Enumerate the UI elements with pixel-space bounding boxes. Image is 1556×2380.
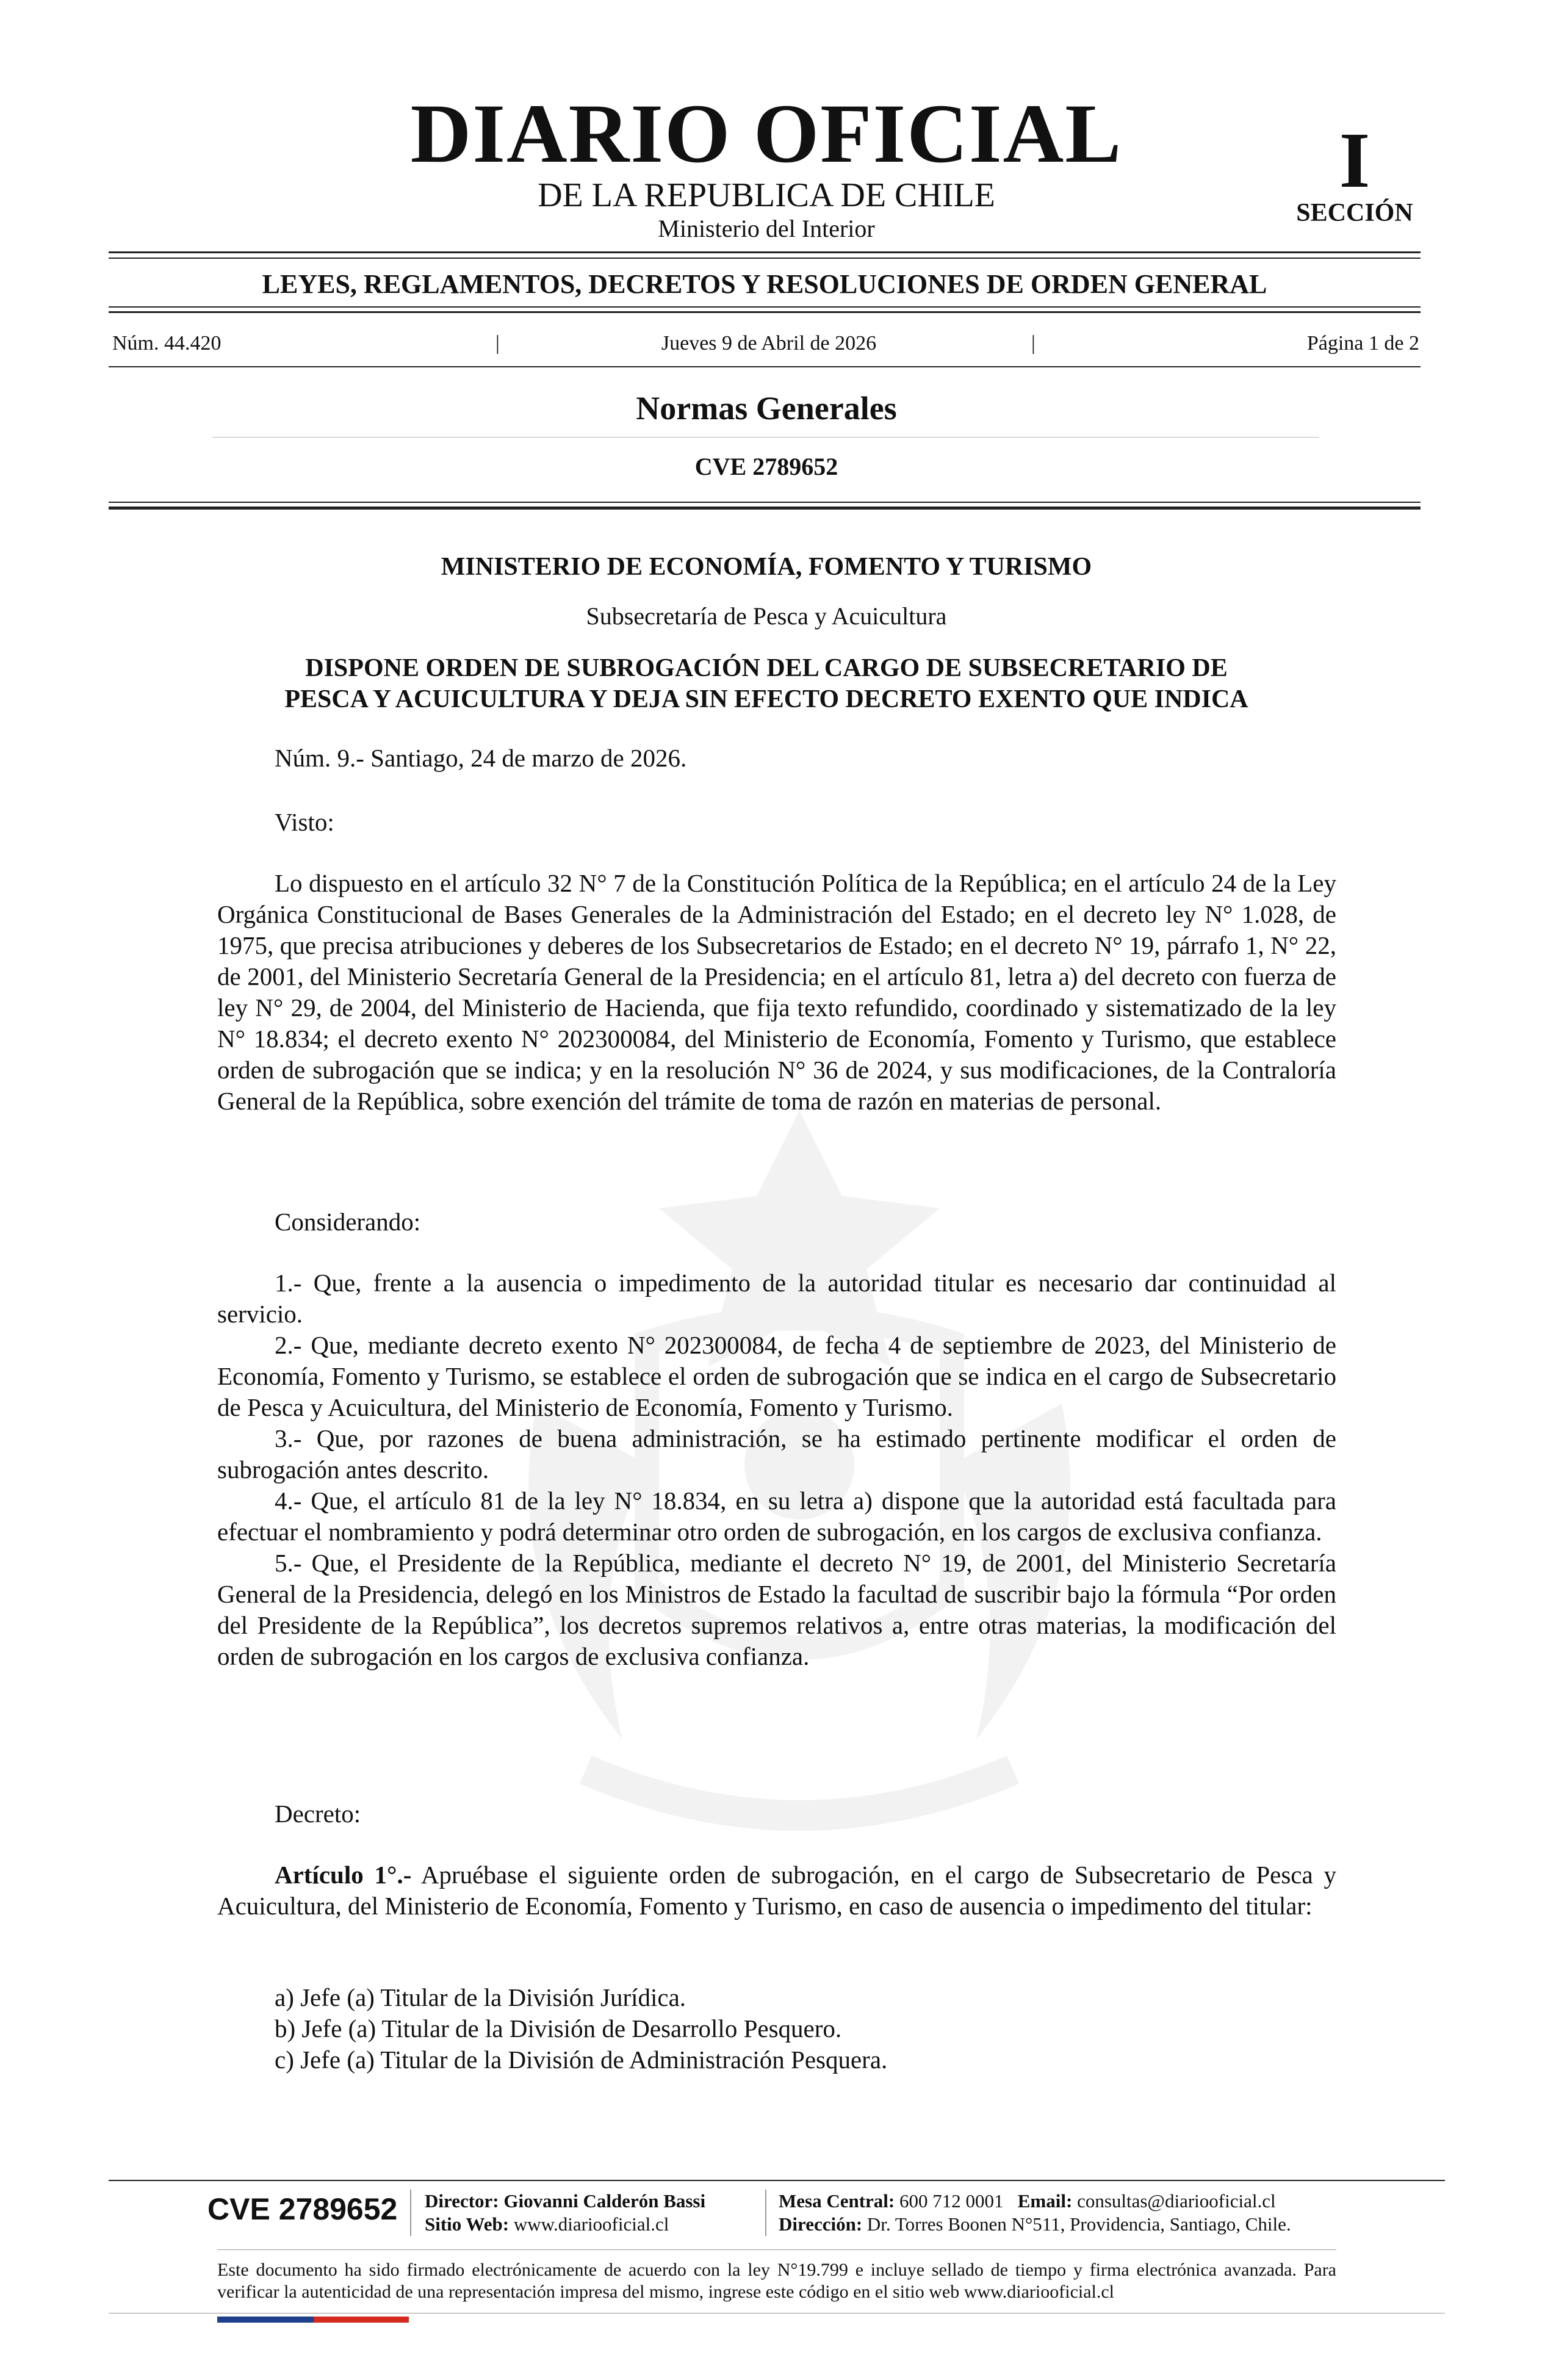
considerando-2: 2.- Que, mediante decreto exento N° 202300084, de fecha 4 de septiembre de 2023, del Ministerio de Economía, Fomento y Turismo, se establece el orden de subrogación que se indica en el cargo de Subsecretario de Pesca y Acuicultura, del Ministerio de Economía, Fomento y Turismo.: [217, 1331, 1336, 1421]
footer-separator-2: [765, 2190, 766, 2236]
article-1-text: Apruébase el siguiente orden de subrogación, en el cargo de Subsecretario de Pesca y Acuicultura, del Ministerio de Economía, Fomento y Turismo, en caso de ausencia o impedimento del titular:: [217, 1861, 1336, 1920]
footer-top-rule: [109, 2180, 1445, 2181]
decree-title-line-1: DISPONE ORDEN DE SUBROGACIÓN DEL CARGO DE SUBSECRETARIO DE: [305, 654, 1228, 682]
subsecretariat: Subsecretaría de Pesca y Acuicultura: [586, 602, 947, 630]
website-label: Sitio Web:: [425, 2213, 510, 2235]
section-thin-rule: [212, 437, 1319, 438]
header-rule-2: [109, 258, 1421, 259]
address-label: Dirección:: [779, 2213, 863, 2235]
flag-stripe-red: [314, 2317, 409, 2323]
issue-date: Jueves 9 de Abril de 2026: [661, 332, 877, 355]
issue-separator-2: |: [1031, 332, 1036, 355]
visto-paragraph: Lo dispuesto en el artículo 32 N° 7 de la Constitución Política de la República; en el artículo 24 de la Ley Orgánica Constitucional de Bases Generales de la Administración del Estado; en el decreto ley N° 1.028, de 1975, que precisa atribuciones y deberes de los Subsecretarios de Estado; en el decreto N° 19, párrafo 1, N° 22, de 2001, del Ministerio Secretaría General de la Presidencia; en el artículo 81, letra a) del decreto con fuerza de ley N° 29, de 2004, del Ministerio de Hacienda, que fija texto refundido, coordinado y sistematizado de la ley N° 18.834; el decreto exento N° 202300084, del Ministerio de Economía, Fomento y Turismo, que establece orden de subrogación que se indica; y en la resolución N° 36 de 2024, y sus modificaciones, de la Contraloría General de la República, sobre exención del trámite de toma de razón en materias de personal.: [217, 869, 1336, 1115]
footer-separator-1: [410, 2190, 411, 2236]
cve-code: CVE 2789652: [694, 453, 838, 480]
decree-title-line-2: PESCA Y ACUICULTURA Y DEJA SIN EFECTO DECRETO EXENTO QUE INDICA: [284, 685, 1248, 714]
masthead-title: DIARIO OFICIAL: [410, 87, 1123, 180]
order-item-a: a) Jefe (a) Titular de la División Jurídica.: [275, 1983, 686, 2011]
considerando-5: 5.- Que, el Presidente de la República, mediante el decreto N° 19, de 2001, del Ministerio Secretaría General de la Presidencia, delegó en los Ministros de Estado la facultad de suscribir bajo la fórmula “Por orden del Presidente de la República”, los decretos supremos relativos a, entre otras materias, la modificación del orden de subrogación en los cargos de exclusiva confianza.: [217, 1549, 1336, 1670]
header-rule-1: [109, 251, 1421, 253]
article-1-paragraph: [217, 1859, 1336, 1922]
section-number: I: [1339, 117, 1371, 204]
decreto-label: Decreto:: [275, 1800, 361, 1828]
header-rule-4: [109, 311, 1421, 313]
footer-director-block: [425, 2190, 705, 2236]
footer-cve-code: CVE 2789652: [207, 2192, 398, 2226]
info-rule: [109, 366, 1421, 367]
considerando-label: Considerando:: [275, 1208, 421, 1236]
footer-legal-note: Este documento ha sido firmado electrónicamente de acuerdo con la ley N°19.799 e incluye sellado de tiempo y firma electrónica avanzada. Para verificar la autenticidad de una representación impresa del mismo, ingrese este código en el sitio web www.diariooficial.cl: [217, 2260, 1336, 2302]
email-link[interactable]: consultas@diariooficial.cl: [1077, 2190, 1276, 2212]
issue-number: Núm. 44.420: [112, 332, 222, 355]
category-heading: LEYES, REGLAMENTOS, DECRETOS Y RESOLUCIONES DE ORDEN GENERAL: [262, 269, 1267, 299]
footer-mid-rule: [217, 2249, 1336, 2250]
visto-label: Visto:: [275, 808, 334, 836]
considerando-4: 4.- Que, el artículo 81 de la ley N° 18.834, en su letra a) dispone que la autoridad está facultada para efectuar el nombramiento y podrá determinar otro orden de subrogación, en los cargos de exclusiva confianza.: [217, 1487, 1336, 1546]
phone-label: Mesa Central:: [779, 2190, 895, 2212]
section-rule-2: [109, 507, 1421, 510]
issue-separator: |: [495, 332, 500, 355]
email-label: Email:: [1017, 2190, 1073, 2212]
director-label: Director:: [425, 2190, 499, 2212]
footer-contact-block: [779, 2190, 1291, 2236]
masthead-ministry: Ministerio del Interior: [658, 215, 875, 242]
decree-number-date: Núm. 9.- Santiago, 24 de marzo de 2026.: [275, 744, 687, 772]
decree-title: [183, 653, 1350, 715]
masthead-subtitle: DE LA REPUBLICA DE CHILE: [538, 176, 995, 214]
order-item-c: c) Jefe (a) Titular de la División de Administración Pesquera.: [275, 2046, 888, 2074]
page-indicator: Página 1 de 2: [1306, 332, 1419, 355]
considerandos-list: [217, 1268, 1336, 1672]
section-label: SECCIÓN: [1296, 199, 1413, 227]
phone-number: 600 712 0001: [899, 2190, 1004, 2212]
director-name: Giovanni Calderón Bassi: [503, 2190, 706, 2212]
considerando-3: 3.- Que, por razones de buena administración, se ha estimado pertinente modificar el orden de subrogación antes descrito.: [217, 1424, 1336, 1484]
section-rule-1: [109, 502, 1421, 503]
header-rule-3: [109, 306, 1421, 308]
ministry-heading: MINISTERIO DE ECONOMÍA, FOMENTO Y TURISMO: [441, 553, 1092, 581]
website-link[interactable]: www.diariooficial.cl: [513, 2213, 669, 2235]
order-item-b: b) Jefe (a) Titular de la División de Desarrollo Pesquero.: [275, 2014, 842, 2043]
address-text: Dr. Torres Boonen N°511, Providencia, Santiago, Chile.: [866, 2213, 1291, 2235]
article-1-heading: Artículo 1°.-: [275, 1861, 412, 1889]
flag-stripe-blue: [217, 2317, 314, 2323]
section-title: Normas Generales: [636, 390, 897, 427]
considerando-1: 1.- Que, frente a la ausencia o impedimento de la autoridad titular es necesario dar continuidad al servicio.: [217, 1269, 1336, 1328]
